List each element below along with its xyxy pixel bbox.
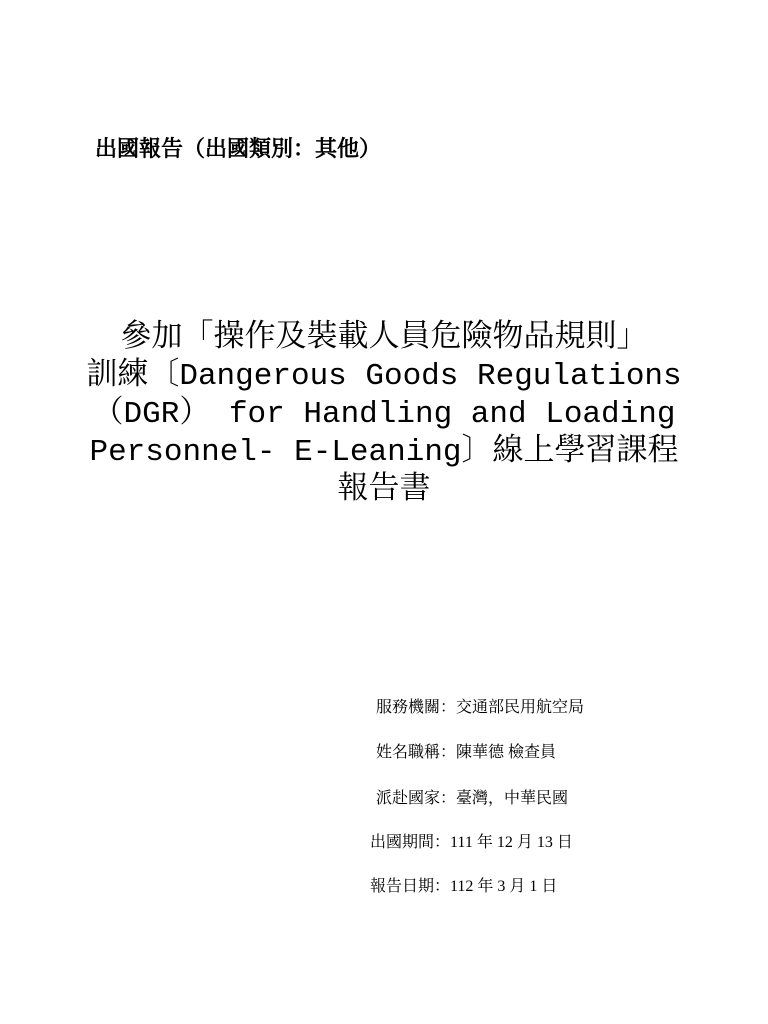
name-and-title: 姓名職稱：陳華德 檢查員 [376,744,557,761]
report-title [60,320,708,510]
title-line-1: 參加「操作及裝載人員危險物品規則」 [120,321,648,356]
title-line-2: 訓練〔Dangerous Goods Regulations [86,359,682,394]
service-agency: 服務機關：交通部民用航空局 [376,699,585,716]
title-line-3: （DGR） for Handling and Loading [92,397,676,432]
report-category: 出國報告（出國類別：其他） [95,137,382,162]
title-line-5: 報告書 [337,473,431,508]
destination-country: 派赴國家：臺灣，中華民國 [376,790,569,807]
title-line-4: Personnel- E-Leaning〕線上學習課程 [89,435,679,470]
travel-period: 出國期間：111 年 12 月 13 日 [370,834,573,851]
report-date: 報告日期：112 年 3 月 1 日 [370,878,558,895]
